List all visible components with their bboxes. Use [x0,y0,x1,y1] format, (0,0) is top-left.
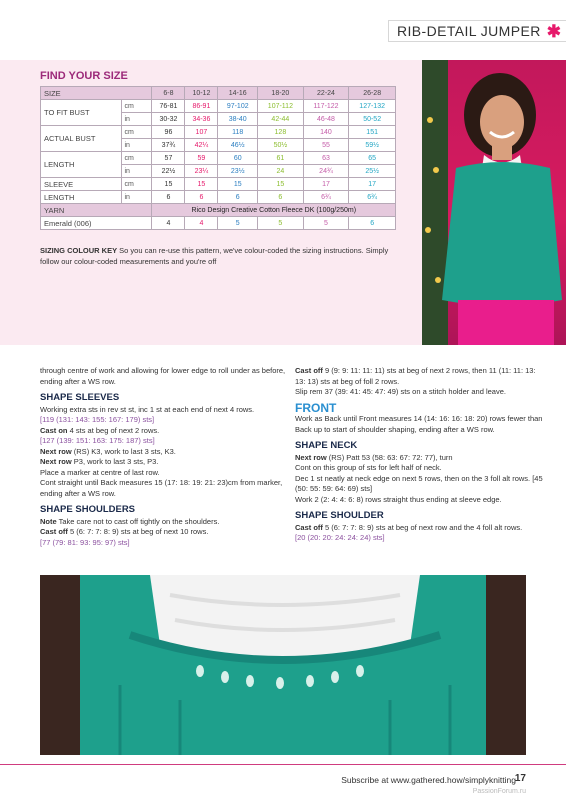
value-cell: 151 [349,126,396,139]
value-cell: 128 [258,126,304,139]
jumper-detail-illustration [40,575,526,755]
instruction-line: Work 2 (2: 4: 4: 6: 8) rows straight thus ending at sleeve edge. [295,494,502,504]
size-table [40,86,396,230]
value-cell: 22½ [152,165,185,178]
value-cell: 76-81 [152,100,185,113]
size-header-row [41,87,396,100]
value-cell: 23¼ [185,165,218,178]
key-heading: SIZING COLOUR KEY [40,246,118,255]
value-cell: 30-32 [152,113,185,126]
value-cell: 6 [218,191,258,204]
section-heading: SHAPE SHOULDER [295,510,384,521]
value-cell: 6 [152,191,185,204]
unit-cell: cm [122,152,152,165]
row-label: TO FIT BUST [41,100,122,126]
value-cell: 25½ [349,165,396,178]
instruction-line [40,426,288,437]
value-cell: 15 [258,178,304,191]
instruction-line: [127 (139: 151: 163: 175: 187) sts] [40,436,155,445]
instruction-text: (RS) K3, work to last 3 sts, K3. [71,446,176,456]
instructions-left-column [40,366,288,548]
instruction-line: Cont on this group of sts for left half of neck. [295,463,442,472]
value-cell: 61 [258,152,304,165]
value-cell: 59½ [349,139,396,152]
instruction-bold: Cast off [295,366,323,375]
instruction-text: (RS) Patt 53 (58: 63: 67: 72: 77), turn [326,452,453,462]
instructions-right-column [295,366,543,544]
value-cell: 6 [349,217,396,230]
table-row [41,100,396,113]
unit-cell: cm [122,126,152,139]
value-cell: 127-132 [349,100,396,113]
unit-cell: in [122,165,152,178]
instruction-line: Place a marker at centre of last row. [40,467,160,477]
instruction-text: 5 (6: 7: 7: 8: 9) sts at beg of next row and the 4 foll alt rows. [322,522,523,532]
size-heading: FIND YOUR SIZE [40,70,128,82]
value-cell: 107-112 [258,100,304,113]
size-cell: 26-28 [349,87,396,100]
yarn-name: Rico Design Creative Cotton Fleece DK (100g/250m) [152,204,396,217]
instruction-line: Slip rem 37 (39: 41: 45: 47: 49) sts on a stitch holder and leave. [295,387,506,396]
instruction-text: P3, work to last 3 sts, P3. [71,457,159,466]
value-cell: 34-36 [185,113,218,126]
size-cell: 6-8 [152,87,185,100]
page-number: 17 [514,773,526,784]
value-cell: 37¾ [152,139,185,152]
value-cell: 117-122 [303,100,349,113]
instruction-bold: Next row [295,452,327,462]
value-cell: 24¾ [303,165,349,178]
value-cell: 60 [218,152,258,165]
instruction-line [295,453,543,464]
instruction-text: 9 (9: 9: 11: 11: 11) sts at beg of next 2 rows, then 11 (11: 11: 13: 13: 13) sts at beg of foll 2 rows. [295,366,536,386]
value-cell: 17 [349,178,396,191]
instruction-bold: Note [40,516,57,526]
section-heading: SHAPE NECK [295,440,358,451]
colour-label: Emerald (006) [41,217,152,230]
value-cell: 55 [303,139,349,152]
size-label: SIZE [41,87,152,100]
instruction-bold: Next row [40,457,72,466]
key-body: So you can re-use this pattern, we've colour-coded the sizing instructions. Simply follow our colour-coded measurements and you're off [40,246,389,266]
value-cell: 17 [303,178,349,191]
unit-cell: cm [122,100,152,113]
instruction-text: 5 (6: 7: 7: 8: 9) sts at beg of next 10 rows. [67,527,209,536]
front-heading: FRONT [295,400,337,415]
star-icon: ✱ [546,21,561,41]
subscribe-link[interactable]: Subscribe at www.gathered.how/simplyknitting [341,775,516,785]
instruction-bold: Next row [40,446,72,456]
size-cell: 22-24 [303,87,349,100]
size-cell: 14-16 [218,87,258,100]
value-cell: 46-48 [303,113,349,126]
pattern-title: RIB-DETAIL JUMPER [397,23,541,39]
value-cell: 50-52 [349,113,396,126]
value-cell: 6 [258,191,304,204]
jumper-detail-photo [40,575,526,755]
value-cell: 97-102 [218,100,258,113]
value-cell: 59 [185,152,218,165]
value-cell: 118 [218,126,258,139]
value-cell: 140 [303,126,349,139]
instruction-line [40,517,288,528]
instruction-line: Work as Back until Front measures 14 (14: 16: 16: 18: 20) rows fewer than Back up to start of shoulder shaping, ending after a WS row. [295,414,543,434]
value-cell: 42¼ [185,139,218,152]
instruction-bold: Cast on [40,425,68,435]
instruction-bold: Cast off [40,527,68,536]
value-cell: 15 [185,178,218,191]
instruction-line [295,523,543,534]
intro-paragraph: through centre of work and allowing for lower edge to roll under as before, ending after a WS row. [40,366,286,386]
pattern-title-box [388,20,566,42]
value-cell: 5 [303,217,349,230]
value-cell: 50½ [258,139,304,152]
table-row [41,152,396,165]
value-cell: 4 [185,217,218,230]
instruction-line [40,527,288,538]
instruction-line [40,457,288,468]
unit-cell: cm [122,178,152,191]
unit-cell: in [122,113,152,126]
size-cell: 18-20 [258,87,304,100]
unit-cell: in [122,191,152,204]
value-cell: 15 [218,178,258,191]
section-heading: SHAPE SHOULDERS [40,504,136,515]
section-heading: SHAPE SLEEVES [40,392,120,403]
value-cell: 42-44 [258,113,304,126]
instruction-text: Take care not to cast off tightly on the shoulders. [56,516,220,526]
unit-cell: in [122,139,152,152]
table-row [41,191,396,204]
instruction-line: Cont straight until Back measures 15 (17: 18: 19: 21: 23)cm from marker, ending after a WS row. [40,478,283,498]
table-row [41,178,396,191]
model-photo [422,60,566,345]
instruction-line: [77 (79: 81: 93: 95: 97) sts] [40,537,130,547]
row-label: LENGTH [41,191,122,204]
value-cell: 65 [349,152,396,165]
instruction-line: Working extra sts in rev st st, inc 1 st at each end of next 4 rows. [40,404,255,414]
row-label: SLEEVE [41,178,122,191]
sizing-colour-key [40,245,400,267]
instruction-line [40,447,288,458]
value-cell: 5 [258,217,304,230]
value-cell: 4 [152,217,185,230]
value-cell: 86-91 [185,100,218,113]
value-cell: 107 [185,126,218,139]
instruction-line [295,366,543,387]
value-cell: 63 [303,152,349,165]
value-cell: 38-40 [218,113,258,126]
yarn-row [41,204,396,217]
size-cell: 10-12 [185,87,218,100]
watermark: PassionForum.ru [472,788,526,795]
instruction-line: Dec 1 st neatly at neck edge on next 5 rows, then on the 3 foll alt rows. [45 (50: 55: 59: 64: 69) sts] [295,473,543,493]
instruction-line: [119 (131: 143: 155: 167: 179) sts] [40,415,155,424]
value-cell: 96 [152,126,185,139]
row-label: ACTUAL BUST [41,126,122,152]
yarn-label: YARN [41,204,152,217]
instruction-line: [20 (20: 20: 24: 24: 24) sts] [295,533,385,542]
value-cell: 6¾ [303,191,349,204]
value-cell: 5 [218,217,258,230]
model-illustration [422,60,566,345]
value-cell: 57 [152,152,185,165]
value-cell: 23½ [218,165,258,178]
row-label: LENGTH [41,152,122,178]
value-cell: 46½ [218,139,258,152]
table-row [41,126,396,139]
instruction-text: 4 sts at beg of next 2 rows. [67,425,160,435]
footer-divider [0,764,566,765]
instruction-bold: Cast off [295,522,323,532]
value-cell: 6 [185,191,218,204]
value-cell: 15 [152,178,185,191]
value-cell: 24 [258,165,304,178]
value-cell: 6¾ [349,191,396,204]
table-row [41,217,396,230]
